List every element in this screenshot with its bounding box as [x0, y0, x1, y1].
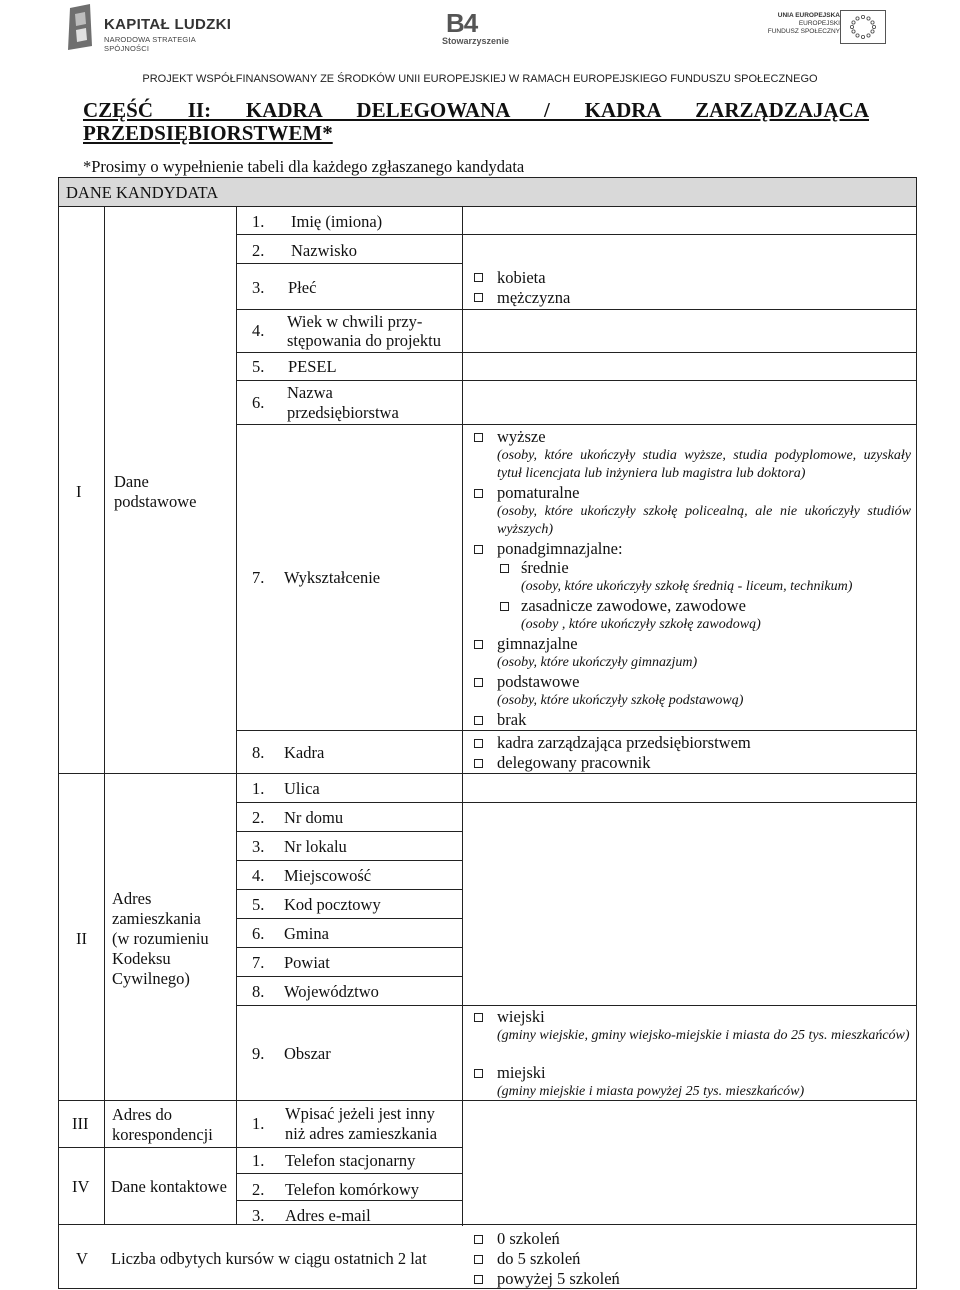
field-nazwisko: Nazwisko: [291, 241, 357, 260]
section-5-label: Liczba odbytych kursów w ciągu ostatnich 2 lat: [111, 1249, 427, 1268]
checkbox-podstawowe[interactable]: [474, 678, 483, 687]
field-number: 7.: [252, 568, 265, 587]
field-number: 4.: [252, 866, 265, 885]
section-4-label: Dane kontaktowe: [111, 1177, 227, 1196]
field-number: 2.: [252, 808, 265, 827]
section-2-label-4: Kodeksu: [112, 949, 171, 968]
field-number: 6.: [252, 393, 265, 412]
checkbox-wiejski[interactable]: [474, 1013, 483, 1022]
checkbox-miejski[interactable]: [474, 1069, 483, 1078]
field-kadra: Kadra: [284, 743, 325, 762]
field-nr-domu: Nr domu: [284, 808, 344, 827]
field-telefon-stacjonarny: Telefon stacjonarny: [285, 1151, 416, 1170]
band-label: DANE KANDYDATA: [66, 183, 219, 202]
option-delegowany: delegowany pracownik: [497, 753, 651, 772]
field-number: 1.: [252, 1114, 265, 1133]
checkbox-do-5-szkolen[interactable]: [474, 1255, 483, 1264]
input-pesel[interactable]: [463, 353, 916, 380]
project-banner: PROJEKT WSPÓŁFINANSOWANY ZE ŚRODKÓW UNII EUROPEJSKIEJ W RAMACH EUROPEJSKIEGO FUNDUSZU SPOŁECZNEGO: [142, 73, 818, 85]
input-wiek[interactable]: [463, 310, 916, 352]
field-wiek-1: Wiek w chwili przy-: [287, 312, 423, 331]
field-number: 2.: [252, 1180, 265, 1199]
option-miejski-desc: (gminy miejskie i miasta powyżej 25 tys. mieszkańców): [497, 1084, 805, 1099]
section-1-number: I: [76, 482, 82, 501]
field-number: 2.: [252, 241, 265, 260]
option-wiejski: wiejski: [497, 1007, 545, 1026]
option-mezczyzna: mężczyzna: [497, 288, 571, 307]
checkbox-kobieta[interactable]: [474, 273, 483, 282]
option-srednie: średnie: [521, 558, 569, 577]
section-5-number: V: [76, 1249, 88, 1268]
field-obszar: Obszar: [284, 1044, 331, 1063]
field-telefon-komorkowy: Telefon komórkowy: [285, 1180, 420, 1199]
field-adres-email: Adres e-mail: [285, 1206, 371, 1225]
option-ponadgimnazjalne: ponadgimnazjalne:: [497, 539, 623, 558]
field-number: 1.: [252, 1151, 265, 1170]
section-2-label-2: zamieszkania: [112, 909, 201, 928]
option-podstawowe-desc: (osoby, które ukończyły szkołę podstawową): [497, 693, 744, 708]
field-number: 8.: [252, 982, 265, 1001]
field-number: 5.: [252, 895, 265, 914]
field-number: 4.: [252, 321, 265, 340]
field-gmina: Gmina: [284, 924, 329, 943]
option-0-szkolen: 0 szkoleń: [497, 1229, 560, 1248]
field-number: 9.: [252, 1044, 265, 1063]
option-gimnazjalne: gimnazjalne: [497, 634, 578, 653]
input-imie[interactable]: [463, 207, 916, 234]
field-number: 1.: [252, 212, 265, 231]
input-adres-korespondencji[interactable]: [463, 1101, 916, 1224]
checkbox-wyzsze[interactable]: [474, 433, 483, 442]
eu-line-3: FUNDUSZ SPOŁECZNY: [767, 28, 840, 35]
checkbox-srednie[interactable]: [500, 564, 509, 573]
field-imie: Imię (imiona): [291, 212, 383, 231]
kapital-ludzki-title: KAPITAŁ LUDZKI: [104, 16, 232, 33]
section-3-label-2: korespondencji: [112, 1125, 213, 1144]
checkbox-powyzej-5-szkolen[interactable]: [474, 1275, 483, 1284]
section-2-label-3: (w rozumieniu: [112, 929, 209, 948]
field-wyksztalcenie: Wykształcenie: [284, 568, 381, 587]
field-korespondencja-1: Wpisać jeżeli jest inny: [285, 1104, 435, 1123]
field-nr-lokalu: Nr lokalu: [284, 837, 347, 856]
page-title: CZĘŚĆ II: KADRA DELEGOWANA / KADRA ZARZĄDZAJĄCA: [83, 98, 869, 122]
option-miejski: miejski: [497, 1063, 546, 1082]
section-1-label-1: Dane: [114, 472, 149, 491]
field-nazwa-2: przedsiębiorstwa: [287, 403, 399, 422]
option-kadra-zarzadzajaca: kadra zarządzająca przedsiębiorstwem: [497, 733, 751, 752]
option-srednie-desc: (osoby, które ukończyły szkołę średnią - liceum, technikum): [521, 579, 853, 594]
checkbox-pomaturalne[interactable]: [474, 489, 483, 498]
b4-subtitle: Stowarzyszenie: [442, 36, 510, 46]
eu-line-2: EUROPEJSKI: [798, 20, 840, 27]
field-kod-pocztowy: Kod pocztowy: [284, 895, 381, 914]
field-pesel: PESEL: [288, 357, 337, 376]
eu-line-1: UNIA EUROPEJSKA: [777, 12, 840, 19]
field-number: 3.: [252, 278, 265, 297]
option-gimnazjalne-desc: (osoby, które ukończyły gimnazjum): [497, 655, 698, 670]
option-zasadnicze: zasadnicze zawodowe, zawodowe: [521, 596, 746, 615]
field-number: 6.: [252, 924, 265, 943]
b4-mark: B4: [446, 8, 478, 38]
section-2-label-1: Adres: [112, 889, 152, 908]
checkbox-brak[interactable]: [474, 716, 483, 725]
input-nazwisko[interactable]: [463, 235, 916, 263]
option-zasadnicze-desc: (osoby , które ukończyły szkołę zawodową): [521, 617, 761, 632]
checkbox-0-szkolen[interactable]: [474, 1235, 483, 1244]
kapital-ludzki-subtitle: NARODOWA STRATEGIA SPÓJNOŚCI: [104, 35, 196, 53]
field-korespondencja-2: niż adres zamieszkania: [285, 1124, 438, 1143]
field-number: 8.: [252, 743, 265, 762]
option-wyzsze: wyższe: [497, 427, 546, 446]
instruction-note: *Prosimy o wypełnienie tabeli dla każdego zgłaszanego kandydata: [83, 157, 525, 176]
section-2-label-5: Cywilnego): [112, 969, 190, 988]
field-number: 1.: [252, 779, 265, 798]
option-do-5-szkolen: do 5 szkoleń: [497, 1249, 581, 1268]
field-nazwa-1: Nazwa: [287, 383, 333, 402]
field-number: 7.: [252, 953, 265, 972]
checkbox-kadra-zarzadzajaca[interactable]: [474, 739, 483, 748]
input-adres-zamieszkania[interactable]: [463, 774, 916, 1005]
option-pomaturalne: pomaturalne: [497, 483, 580, 502]
section-4-number: IV: [72, 1177, 90, 1196]
field-powiat: Powiat: [284, 953, 330, 972]
field-number: 3.: [252, 1206, 265, 1225]
field-number: 5.: [252, 357, 265, 376]
page-title-line-2: PRZEDSIĘBIORSTWEM*: [83, 121, 333, 145]
checkbox-zasadnicze[interactable]: [500, 602, 509, 611]
section-3-label-1: Adres do: [112, 1105, 173, 1124]
input-nazwa-przedsiebiorstwa[interactable]: [463, 381, 916, 424]
field-plec: Płeć: [288, 278, 317, 297]
option-podstawowe: podstawowe: [497, 672, 580, 691]
option-wyzsze-desc: (osoby, które ukończyły studia wyższe, studia podyplomowe, uzyskały tytuł licencjata lub inżyniera lub magistra lub doktora): [497, 448, 911, 481]
checkbox-mezczyzna[interactable]: [474, 293, 483, 302]
option-wiejski-desc: (gminy wiejskie, gminy wiejsko-miejskie i miasta do 25 tys. mieszkańców): [497, 1028, 910, 1043]
option-pomaturalne-desc: (osoby, które ukończyły szkołę policealną, ale nie ukończyły studiów wyższych): [497, 504, 911, 537]
field-ulica: Ulica: [284, 779, 320, 798]
field-miejscowosc: Miejscowość: [284, 866, 372, 885]
field-number: 3.: [252, 837, 265, 856]
option-powyzej-5-szkolen: powyżej 5 szkoleń: [497, 1269, 620, 1288]
section-2-number: II: [76, 929, 87, 948]
option-kobieta: kobieta: [497, 268, 546, 287]
field-wojewodztwo: Województwo: [284, 982, 379, 1001]
section-1-label-2: podstawowe: [114, 492, 197, 511]
checkbox-gimnazjalne[interactable]: [474, 640, 483, 649]
checkbox-ponadgimnazjalne[interactable]: [474, 545, 483, 554]
field-wiek-2: stępowania do projektu: [287, 331, 441, 350]
option-brak: brak: [497, 710, 527, 729]
section-3-number: III: [72, 1114, 89, 1133]
checkbox-delegowany[interactable]: [474, 759, 483, 768]
